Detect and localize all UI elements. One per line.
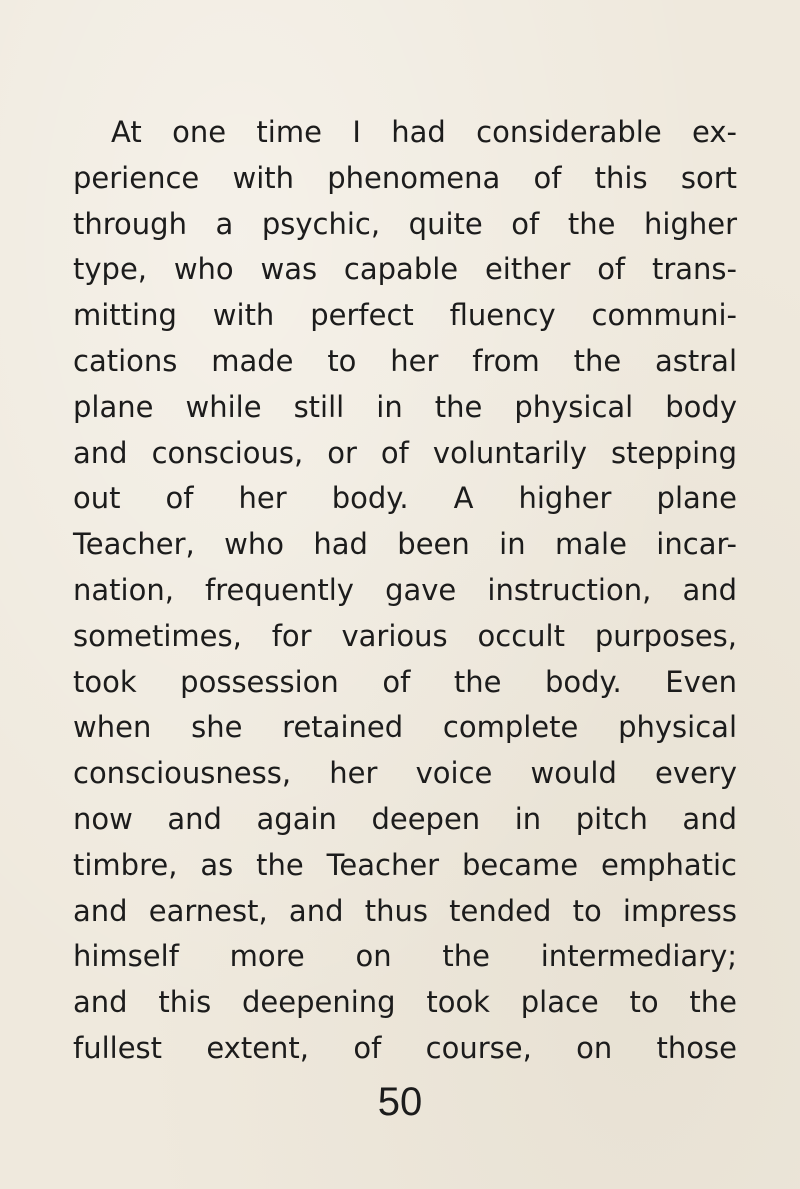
text-line: timbre, as the Teacher became emphatic <box>73 847 737 882</box>
text-line: sometimes, for various occult purposes, <box>73 618 737 653</box>
text-line: plane while still in the physical body <box>73 389 737 424</box>
text-line: mitting with perfect fluency communi- <box>73 298 737 333</box>
text-line: now and again deepen in pitch and <box>73 801 737 836</box>
text-line: nation, frequently gave instruction, and <box>73 572 737 607</box>
page-number: 50 <box>377 1080 423 1124</box>
text-line: when she retained complete physical <box>73 710 737 745</box>
text-line: perience with phenomena of this sort <box>73 160 737 195</box>
text-line: himself more on the intermediary; <box>73 939 737 974</box>
text-line: fullest extent, of course, on those <box>73 1030 737 1065</box>
text-line: At one time I had considerable ex- <box>111 115 737 149</box>
body-paragraph <box>73 110 737 1072</box>
text-line: Teacher, who had been in male incar- <box>73 527 737 562</box>
text-line: and earnest, and thus tended to impress <box>73 893 737 928</box>
text-line: out of her body. A higher plane <box>73 481 737 516</box>
text-line: consciousness, her voice would every <box>73 756 737 791</box>
text-line: through a psychic, quite of the higher <box>73 206 737 241</box>
text-line: cations made to her from the astral <box>73 343 737 378</box>
text-line: and conscious, or of voluntarily stepping <box>73 435 737 470</box>
text-line: and this deepening took place to the <box>73 985 737 1020</box>
text-line: type, who was capable either of trans- <box>73 252 737 287</box>
text-line: took possession of the body. Even <box>73 664 737 699</box>
